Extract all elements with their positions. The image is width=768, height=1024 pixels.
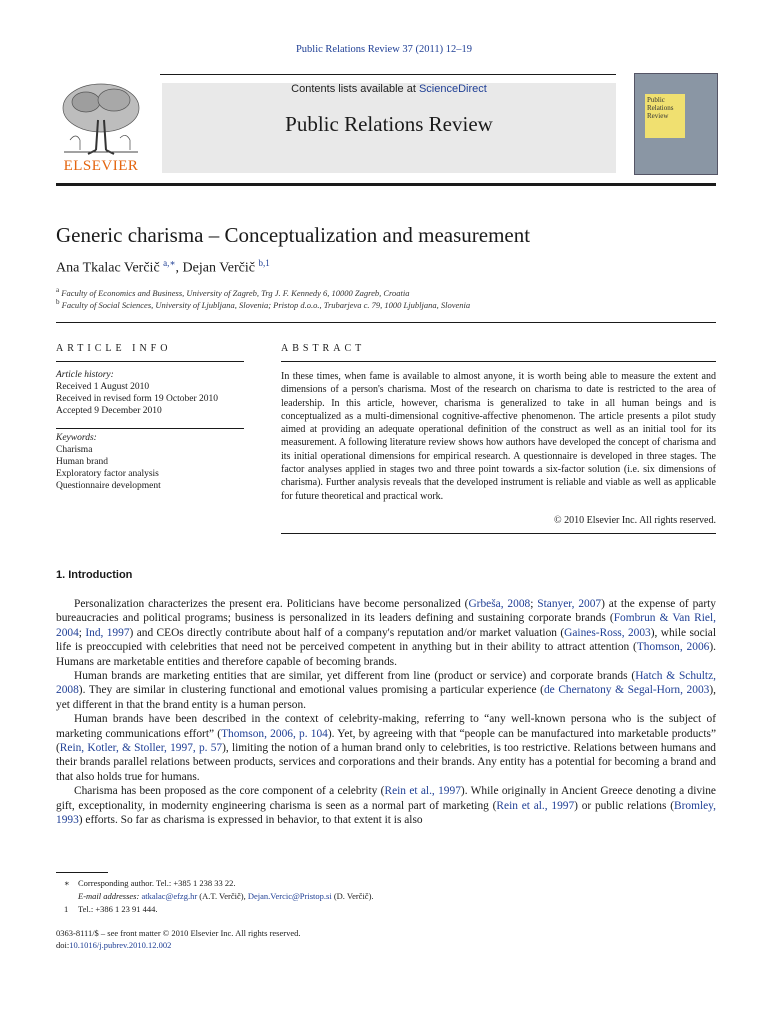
citation-link[interactable]: Ind, 1997	[85, 626, 130, 639]
email-label: E-mail addresses:	[78, 891, 140, 901]
introduction-body	[56, 597, 716, 828]
citation-link[interactable]: Fombrun & Van Riel, 2004	[56, 612, 716, 639]
footnote-text: Tel.: +386 1 23 91 444.	[78, 904, 158, 914]
doi-link[interactable]: 10.1016/j.pubrev.2010.12.002	[69, 940, 172, 950]
citation-link[interactable]: Thomson, 2006	[636, 641, 710, 654]
paragraph-text: ). Yet, by agreeing with that “people can be manufactured into marketable products” (	[56, 727, 716, 755]
footnote-corresponding	[64, 877, 374, 890]
author-list: Ana Tkalac Verčič $^{a,∗}$, Dejan Verčič $^{b,1}$	[56, 258, 270, 276]
cover-title: Public Relations Review	[647, 96, 674, 120]
email-owner: (D. Verčič).	[333, 891, 374, 901]
doi-prefix: doi:	[56, 940, 70, 950]
section-divider	[56, 322, 716, 323]
paragraph-text: ), while social life is preoccupied with celebrities that need not be perceived competent in anything but in their ability to attract attention (	[56, 626, 717, 654]
paragraph-text: ) efforts. So far as charisma is expressed in behavior, to that extent it is also	[78, 814, 423, 827]
author-affiliation-marker[interactable]: b,1	[258, 258, 270, 268]
email-link[interactable]: Dejan.Vercic@Pristop.si	[247, 891, 332, 901]
affiliation-marker: b	[56, 298, 60, 306]
paragraph	[56, 784, 716, 827]
paragraph-text: ;	[78, 626, 86, 639]
citation-link[interactable]: Rein, Kotler, & Stoller, 1997, p. 57	[59, 742, 223, 755]
paragraph	[56, 597, 716, 669]
history-label: Article history:	[56, 370, 114, 380]
keyword: Exploratory factor analysis	[56, 469, 159, 479]
citation-link[interactable]: Rein et al., 1997	[384, 785, 461, 798]
paragraph	[56, 669, 716, 712]
paragraph-text: ), yet different in that the brand entity is a human person.	[56, 684, 716, 711]
affiliation-marker: a	[56, 286, 60, 294]
affiliation-a	[56, 286, 410, 298]
footnotes	[64, 877, 374, 916]
footnote-symbol: 1	[64, 904, 69, 914]
footnote-symbol: ∗	[64, 878, 70, 888]
abstract-text: In these times, when fame is available to almost anyone, it is worth being able to measure the extent and dimensions of a person's charisma. Most of the research on charisma to date is restricted to the area of leadership. In this article, however, charisma is generalized to take in all human beings and is conceptualized as a multi-dimensional cognitive-affective phenomenon. The article presents a pilot study aimed at providing an adequate operational definition of the construct as well as an initial tool for its measurement. A following literature review shows how authors have developed the concept of charisma and its initial operational dimensions for empirical research. A questionnaire is developed in three stages. The factor analyses applied in stages two and three point towards a six-factor solution (i.e. six dimensions of charisma). Further analysis reveals that the developed instrument is reliable and viable as well as applicable for future theoretical and practical work.	[281, 371, 716, 502]
citation-link[interactable]: Gaines-Ross, 2003	[564, 626, 651, 639]
paragraph-text: Personalization characterizes the present era. Politicians have become personalized (	[74, 598, 469, 610]
article-info-rule	[56, 428, 244, 429]
journal-title[interactable]: Public Relations Review	[285, 112, 493, 136]
footnote-text: Corresponding author. Tel.: +385 1 238 33 22.	[78, 878, 236, 888]
header-rule	[160, 74, 616, 75]
article-title: Generic charisma – Conceptualization and measurement	[56, 223, 531, 247]
footnote-rule	[56, 872, 108, 873]
article-info-rule	[56, 361, 244, 362]
paragraph-text: ). While originally in Ancient Greece denoting a divine gift, exceptionality, in modernity engineering charisma is seen as a normal part of marketing (	[56, 785, 716, 812]
author-name: Dejan Verčič	[182, 260, 255, 276]
doi-line	[56, 939, 300, 951]
paragraph-text: ) or public relations (	[574, 799, 674, 812]
keyword: Charisma	[56, 445, 93, 455]
paragraph-text: Charisma has been proposed as the core component of a celebrity (	[74, 785, 385, 798]
contents-prefix: Contents lists available at	[291, 83, 419, 95]
keyword: Questionnaire development	[56, 481, 161, 491]
publisher-name: ELSEVIER	[63, 158, 139, 174]
publication-meta	[56, 927, 300, 951]
paragraph-text: ;	[530, 598, 538, 610]
author-affiliation-marker[interactable]: a,∗	[163, 258, 176, 268]
journal-cover-image	[634, 73, 718, 175]
revised-date: Received in revised form 19 October 2010	[56, 394, 218, 404]
journal-reference[interactable]: Public Relations Review 37 (2011) 12–19	[295, 44, 473, 55]
paragraph-text: Human brands are marketing entities that are similar, yet different from line (product or service) and corporate brands (	[74, 670, 636, 683]
keywords-block	[56, 432, 161, 492]
paragraph-text: ), limiting the notion of a human brand only to celebrities, is too restrictive. Relations between humans and their brands parallel relations between products, services and corporations and their brands. Any entity has a potential for becoming a brand and that also holds true for humans.	[56, 742, 717, 783]
contents-line	[162, 83, 616, 95]
paragraph-text: ) and CEOs directly contribute about half of a company's reputation and/or market valuation (	[129, 626, 565, 639]
citation-link[interactable]: Grbeša, 2008	[468, 598, 531, 610]
affiliation-text: Faculty of Economics and Business, University of Zagreb, Trg J. F. Kennedy 6, 10000 Zagreb, Croatia	[61, 287, 410, 298]
footnote-emails	[64, 890, 374, 903]
keyword: Human brand	[56, 457, 108, 467]
paragraph	[56, 712, 716, 784]
paragraph-text: Human brands have been described in the context of celebrity-making, referring to “any well-known persona who is the subject of marketing communications effort” (	[56, 713, 716, 740]
email-link[interactable]: atkalac@efzg.hr	[141, 891, 198, 901]
issn-line: 0363-8111/$ – see front matter © 2010 Elsevier Inc. All rights reserved.	[56, 928, 301, 938]
paragraph-text: ) at the expense of party bureaucracies and political programs; business is personalized in its leaders defining and sustaining corporate brands (	[56, 598, 716, 625]
abstract-copyright: © 2010 Elsevier Inc. All rights reserved.	[553, 515, 716, 526]
header-rule-thick	[56, 183, 716, 186]
email-owner: (A.T. Verčič),	[199, 891, 246, 901]
citation-link[interactable]: de Chernatony & Segal-Horn, 2003	[543, 684, 710, 697]
affiliation-text: Faculty of Social Sciences, University of Ljubljana, Slovenia; Pristop d.o.o., Trubarjeva c. 79, 1000 Ljubljana, Slovenia	[61, 299, 471, 310]
keywords-label: Keywords:	[56, 433, 97, 443]
article-info-heading: ARTICLE INFO	[56, 343, 172, 354]
citation-link[interactable]: Bromley, 1993	[56, 799, 716, 827]
received-date: Received 1 August 2010	[56, 382, 150, 392]
author-name: Ana Tkalac Verčič	[56, 260, 160, 276]
abstract-heading: ABSTRACT	[281, 343, 366, 354]
affiliation-b	[56, 298, 470, 310]
abstract-rule	[281, 533, 716, 534]
section-heading-introduction: 1. Introduction	[56, 569, 133, 581]
sciencedirect-link[interactable]: ScienceDirect	[418, 83, 487, 95]
citation-link[interactable]: Stanyer, 2007	[537, 598, 602, 610]
citation-link[interactable]: Hatch & Schultz, 2008	[56, 670, 716, 697]
footnote-1	[64, 903, 374, 916]
accepted-date: Accepted 9 December 2010	[56, 406, 162, 416]
abstract-rule	[281, 361, 716, 362]
citation-link[interactable]: Rein et al., 1997	[496, 799, 575, 812]
paragraph-text: ). They are similar in clustering functional and emotional values promising a particular experience (	[78, 684, 544, 697]
citation-link[interactable]: Thomson, 2006, p. 104	[221, 727, 328, 740]
paragraph-text: ). Humans are marketable entities and therefore capable of becoming brands.	[56, 641, 716, 668]
article-history	[56, 369, 218, 417]
